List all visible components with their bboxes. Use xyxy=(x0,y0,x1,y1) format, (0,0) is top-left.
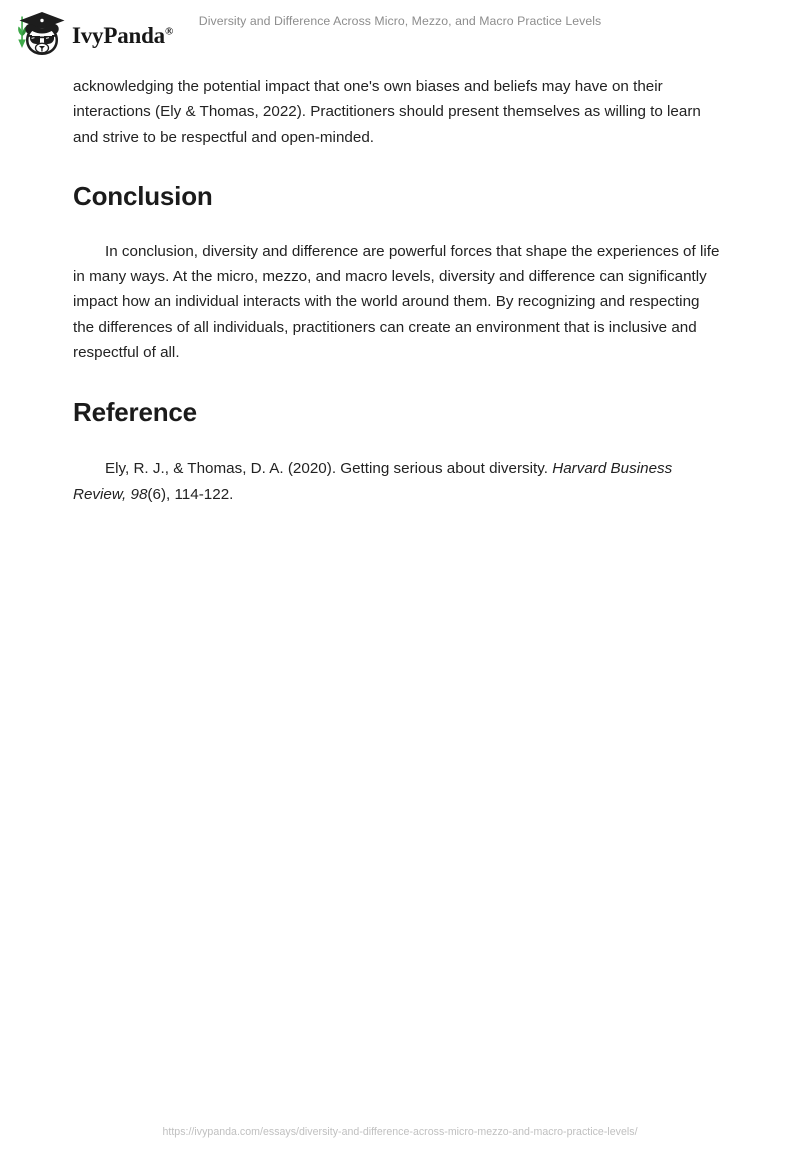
spacer-before-conclusion xyxy=(73,150,723,181)
conclusion-paragraph: In conclusion, diversity and difference are powerful forces that shape the experiences of life in many ways. At the micro, mezzo, and macro levels, diversity and difference can significantly impact how an individual interacts with the world around them. By recognizing and respecting the differences of all individuals, practitioners can create an environment that is inclusive and respectful of all. xyxy=(73,242,720,362)
reference-entry xyxy=(73,456,723,507)
registered-trademark-symbol: ® xyxy=(164,24,174,37)
page-header xyxy=(0,0,800,62)
brand-name-text: IvyPanda xyxy=(72,22,165,48)
continued-paragraph: acknowledging the potential impact that one's own biases and beliefs may have on their interactions (Ely & Thomas, 2022). Practitioners should present themselves as willing to learn and strive to be respectful and open-minded. xyxy=(73,78,701,146)
spacer-after-conclusion-heading xyxy=(73,211,723,239)
spacer-before-reference xyxy=(73,365,723,397)
reference-comma: , xyxy=(122,485,131,503)
spacer-after-reference-heading xyxy=(73,427,723,456)
reference-heading: Reference xyxy=(73,397,197,428)
reference-authors-title: Ely, R. J., & Thomas, D. A. (2020). Getting serious about diversity. xyxy=(105,460,553,478)
reference-journal-name: Harvard Business Review xyxy=(73,460,673,503)
conclusion-heading: Conclusion xyxy=(73,180,213,211)
reference-volume: 98 xyxy=(130,485,148,503)
document-content xyxy=(73,74,723,507)
reference-issue-pages: (6), 114-122. xyxy=(147,485,234,503)
page-footer xyxy=(0,1120,800,1160)
document-running-title: Diversity and Difference Across Micro, Mezzo, and Macro Practice Levels xyxy=(198,14,602,28)
footer-source-url[interactable]: https://ivypanda.com/essays/diversity-and-difference-across-micro-mezzo-and-macro-practice-levels/ xyxy=(162,1126,638,1138)
